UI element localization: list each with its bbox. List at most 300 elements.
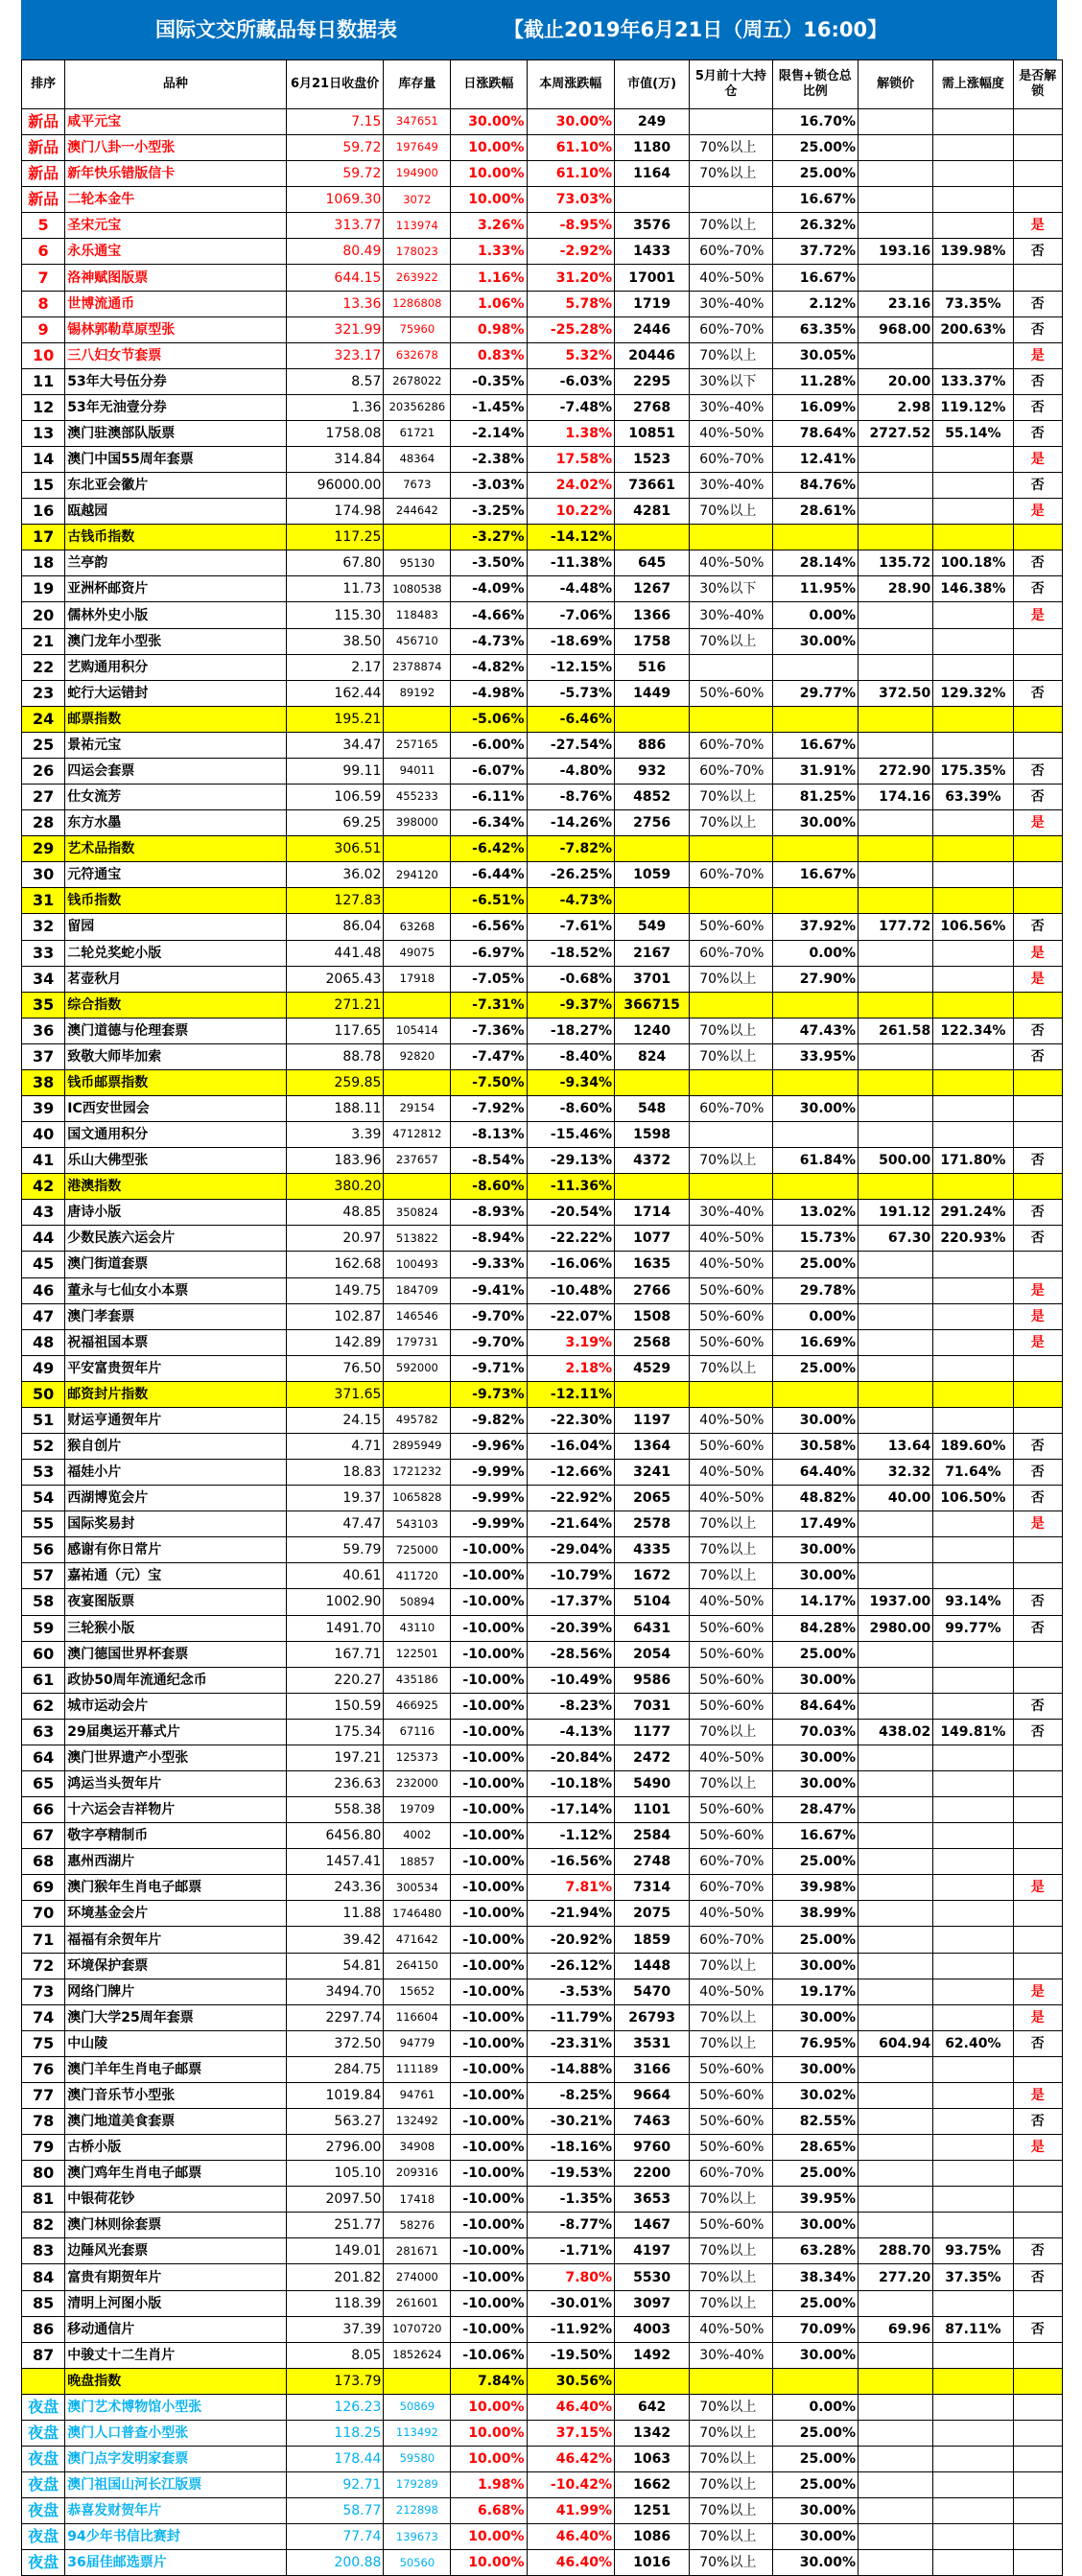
cell-weekly-change: -6.46% bbox=[527, 706, 615, 732]
cell-top10-holding bbox=[690, 888, 772, 914]
cell-rank: 21 bbox=[22, 628, 65, 654]
cell-needed-rise bbox=[933, 1043, 1013, 1069]
cell-close-price: 8.05 bbox=[286, 2342, 384, 2368]
cell-item: 二轮兑奖蛇小版 bbox=[65, 940, 286, 966]
cell-needed-rise bbox=[933, 187, 1013, 213]
cell-weekly-change: -9.37% bbox=[527, 992, 615, 1018]
cell-stock: 118483 bbox=[384, 602, 451, 628]
cell-rank: 45 bbox=[22, 1252, 65, 1277]
cell-weekly-change: -8.60% bbox=[527, 1095, 615, 1121]
cell-locked-ratio: 84.76% bbox=[772, 473, 858, 499]
cell-unlock-price bbox=[859, 1849, 933, 1875]
cell-daily-change: -9.99% bbox=[451, 1511, 527, 1537]
cell-market-cap: 1448 bbox=[615, 1953, 690, 1979]
cell-top10-holding: 60%-70% bbox=[690, 239, 772, 265]
table-row bbox=[22, 213, 1063, 239]
table-row bbox=[22, 2004, 1063, 2030]
cell-item: 亚洲杯邮资片 bbox=[65, 576, 286, 602]
cell-weekly-change: 24.02% bbox=[527, 473, 615, 499]
cell-unlock-price: 288.70 bbox=[859, 2238, 933, 2264]
cell-close-price: 3.39 bbox=[286, 1122, 384, 1148]
cell-market-cap: 1449 bbox=[615, 680, 690, 706]
cell-market-cap: 1433 bbox=[615, 239, 690, 265]
table-row bbox=[22, 2135, 1063, 2161]
cell-rank: 10 bbox=[22, 342, 65, 368]
cell-top10-holding: 70%以上 bbox=[690, 161, 772, 187]
cell-top10-holding: 70%以上 bbox=[690, 628, 772, 654]
cell-market-cap: 1467 bbox=[615, 2213, 690, 2238]
cell-stock: 43110 bbox=[384, 1615, 451, 1641]
cell-needed-rise bbox=[933, 1953, 1013, 1979]
cell-top10-holding: 40%-50% bbox=[690, 420, 772, 446]
cell-rank bbox=[22, 2368, 65, 2394]
table-row bbox=[22, 447, 1063, 473]
cell-unlock-price bbox=[859, 2213, 933, 2238]
cell-weekly-change: -20.84% bbox=[527, 1745, 615, 1770]
cell-locked-ratio: 39.98% bbox=[772, 1875, 858, 1901]
cell-daily-change: -10.00% bbox=[451, 2213, 527, 2238]
cell-market-cap: 2748 bbox=[615, 1849, 690, 1875]
cell-unlock-price bbox=[859, 1069, 933, 1095]
cell-item: 福福有余贺年片 bbox=[65, 1927, 286, 1953]
cell-market-cap: 2768 bbox=[615, 394, 690, 420]
cell-needed-rise: 200.63% bbox=[933, 316, 1013, 342]
cell-unlock-status bbox=[1013, 2342, 1063, 2368]
cell-unlock-price bbox=[859, 1901, 933, 1927]
cell-top10-holding: 40%-50% bbox=[690, 2316, 772, 2342]
sheet-date: 【截止2019年6月21日（周五）16:00】 bbox=[504, 18, 888, 41]
cell-stock: 50894 bbox=[384, 1589, 451, 1615]
cell-market-cap bbox=[615, 888, 690, 914]
cell-rank: 夜盘 bbox=[22, 2550, 65, 2576]
cell-top10-holding: 50%-60% bbox=[690, 1667, 772, 1693]
cell-unlock-price bbox=[859, 1537, 933, 1563]
cell-daily-change: -4.66% bbox=[451, 602, 527, 628]
cell-unlock-status: 是 bbox=[1013, 602, 1063, 628]
cell-stock: 29154 bbox=[384, 1095, 451, 1121]
cell-unlock-price bbox=[859, 862, 933, 888]
cell-item: 29届奥运开幕式片 bbox=[65, 1719, 286, 1745]
cell-locked-ratio: 0.00% bbox=[772, 1303, 858, 1329]
cell-locked-ratio: 30.00% bbox=[772, 628, 858, 654]
cell-market-cap: 2766 bbox=[615, 1277, 690, 1303]
cell-weekly-change: 73.03% bbox=[527, 187, 615, 213]
cell-daily-change: -10.00% bbox=[451, 1615, 527, 1641]
cell-item: 惠州西湖片 bbox=[65, 1849, 286, 1875]
table-row bbox=[22, 1693, 1063, 1719]
cell-weekly-change: -8.25% bbox=[527, 2082, 615, 2108]
cell-unlock-status bbox=[1013, 2161, 1063, 2187]
cell-daily-change: -9.99% bbox=[451, 1486, 527, 1511]
cell-locked-ratio: 30.00% bbox=[772, 1953, 858, 1979]
cell-top10-holding: 70%以上 bbox=[690, 135, 772, 161]
cell-rank: 35 bbox=[22, 992, 65, 1018]
cell-unlock-status: 是 bbox=[1013, 1303, 1063, 1329]
cell-locked-ratio: 0.00% bbox=[772, 602, 858, 628]
cell-close-price: 24.15 bbox=[286, 1407, 384, 1433]
cell-unlock-status bbox=[1013, 2368, 1063, 2394]
cell-daily-change: -4.09% bbox=[451, 576, 527, 602]
cell-close-price: 59.72 bbox=[286, 135, 384, 161]
cell-unlock-price bbox=[859, 2368, 933, 2394]
cell-daily-change: -10.00% bbox=[451, 2316, 527, 2342]
cell-rank: 81 bbox=[22, 2187, 65, 2213]
cell-unlock-status bbox=[1013, 135, 1063, 161]
cell-rank: 30 bbox=[22, 862, 65, 888]
cell-locked-ratio: 28.14% bbox=[772, 550, 858, 576]
cell-weekly-change: -4.80% bbox=[527, 758, 615, 784]
table-row bbox=[22, 732, 1063, 758]
cell-daily-change: -10.00% bbox=[451, 2161, 527, 2187]
cell-stock: 125373 bbox=[384, 1745, 451, 1770]
cell-rank: 80 bbox=[22, 2161, 65, 2187]
cell-unlock-status: 否 bbox=[1013, 1460, 1063, 1486]
cell-rank: 29 bbox=[22, 836, 65, 862]
cell-daily-change: 10.00% bbox=[451, 2550, 527, 2576]
cell-unlock-status bbox=[1013, 2472, 1063, 2498]
cell-daily-change: -10.00% bbox=[451, 1563, 527, 1589]
cell-item: 政协50周年流通纪念币 bbox=[65, 1667, 286, 1693]
cell-unlock-status bbox=[1013, 2056, 1063, 2082]
cell-item: 移动通信片 bbox=[65, 2316, 286, 2342]
cell-rank: 78 bbox=[22, 2109, 65, 2135]
cell-item: 乐山大佛型张 bbox=[65, 1148, 286, 1174]
cell-weekly-change: -14.88% bbox=[527, 2056, 615, 2082]
cell-market-cap: 1366 bbox=[615, 602, 690, 628]
cell-item: 中骏丈十二生肖片 bbox=[65, 2342, 286, 2368]
cell-unlock-status bbox=[1013, 1901, 1063, 1927]
cell-unlock-status: 否 bbox=[1013, 1486, 1063, 1511]
cell-daily-change: -9.71% bbox=[451, 1355, 527, 1381]
cell-needed-rise bbox=[933, 888, 1013, 914]
cell-stock: 50869 bbox=[384, 2394, 451, 2420]
cell-daily-change: -6.00% bbox=[451, 732, 527, 758]
cell-close-price: 314.84 bbox=[286, 447, 384, 473]
cell-locked-ratio: 31.91% bbox=[772, 758, 858, 784]
header-needed-rise: 需上涨幅度 bbox=[933, 60, 1013, 109]
cell-unlock-status: 是 bbox=[1013, 1329, 1063, 1355]
cell-market-cap: 1101 bbox=[615, 1797, 690, 1823]
cell-weekly-change: 61.10% bbox=[527, 135, 615, 161]
cell-weekly-change: -4.73% bbox=[527, 888, 615, 914]
cell-needed-rise bbox=[933, 1563, 1013, 1589]
cell-close-price: 19.37 bbox=[286, 1486, 384, 1511]
cell-needed-rise: 106.56% bbox=[933, 914, 1013, 940]
cell-unlock-status bbox=[1013, 732, 1063, 758]
cell-rank: 37 bbox=[22, 1043, 65, 1069]
cell-unlock-price bbox=[859, 2394, 933, 2420]
cell-unlock-price bbox=[859, 1667, 933, 1693]
header-unlock-price: 解锁价 bbox=[859, 60, 933, 109]
cell-close-price: 220.27 bbox=[286, 1667, 384, 1693]
cell-locked-ratio bbox=[772, 1174, 858, 1200]
cell-market-cap: 1719 bbox=[615, 291, 690, 316]
cell-rank: 11 bbox=[22, 368, 65, 394]
cell-unlock-status bbox=[1013, 2550, 1063, 2576]
cell-close-price: 178.44 bbox=[286, 2447, 384, 2472]
table-row bbox=[22, 966, 1063, 992]
header-daily: 日涨跌幅 bbox=[451, 60, 527, 109]
table-row bbox=[22, 2082, 1063, 2108]
cell-market-cap: 4335 bbox=[615, 1537, 690, 1563]
cell-needed-rise bbox=[933, 2187, 1013, 2213]
cell-daily-change: 10.00% bbox=[451, 135, 527, 161]
cell-unlock-status: 否 bbox=[1013, 1226, 1063, 1252]
cell-daily-change: -9.41% bbox=[451, 1277, 527, 1303]
cell-unlock-status bbox=[1013, 654, 1063, 680]
table-row bbox=[22, 420, 1063, 446]
cell-needed-rise bbox=[933, 2472, 1013, 2498]
cell-stock bbox=[384, 1381, 451, 1407]
cell-item: 澳门人口普查小型张 bbox=[65, 2420, 286, 2446]
cell-weekly-change: -18.27% bbox=[527, 1018, 615, 1043]
table-row bbox=[22, 654, 1063, 680]
cell-locked-ratio: 13.02% bbox=[772, 1200, 858, 1226]
cell-stock: 274000 bbox=[384, 2264, 451, 2290]
cell-daily-change: -9.82% bbox=[451, 1407, 527, 1433]
table-row bbox=[22, 862, 1063, 888]
cell-weekly-change: -8.40% bbox=[527, 1043, 615, 1069]
cell-rank: 新品 bbox=[22, 187, 65, 213]
cell-unlock-price bbox=[859, 2161, 933, 2187]
cell-stock bbox=[384, 706, 451, 732]
cell-weekly-change: 5.78% bbox=[527, 291, 615, 316]
table-row bbox=[22, 1148, 1063, 1174]
cell-daily-change: -2.14% bbox=[451, 420, 527, 446]
cell-locked-ratio: 0.00% bbox=[772, 940, 858, 966]
cell-unlock-status bbox=[1013, 1823, 1063, 1849]
cell-close-price: 236.63 bbox=[286, 1771, 384, 1797]
table-row bbox=[22, 109, 1063, 135]
cell-rank: 69 bbox=[22, 1875, 65, 1901]
cell-daily-change: -7.47% bbox=[451, 1043, 527, 1069]
cell-weekly-change: -21.94% bbox=[527, 1901, 615, 1927]
cell-close-price: 644.15 bbox=[286, 265, 384, 291]
cell-locked-ratio: 16.69% bbox=[772, 1329, 858, 1355]
cell-daily-change: -10.00% bbox=[451, 1719, 527, 1745]
cell-item: 艺术品指数 bbox=[65, 836, 286, 862]
cell-stock: 513822 bbox=[384, 1226, 451, 1252]
cell-needed-rise bbox=[933, 1407, 1013, 1433]
cell-top10-holding bbox=[690, 2368, 772, 2394]
cell-market-cap: 3166 bbox=[615, 2056, 690, 2082]
cell-weekly-change: -22.30% bbox=[527, 1407, 615, 1433]
cell-needed-rise bbox=[933, 135, 1013, 161]
cell-close-price: 11.88 bbox=[286, 1901, 384, 1927]
cell-rank: 16 bbox=[22, 499, 65, 525]
cell-rank: 85 bbox=[22, 2290, 65, 2316]
cell-daily-change: -9.99% bbox=[451, 1460, 527, 1486]
cell-market-cap: 4372 bbox=[615, 1148, 690, 1174]
cell-unlock-price: 69.96 bbox=[859, 2316, 933, 2342]
cell-close-price: 2097.50 bbox=[286, 2187, 384, 2213]
cell-market-cap: 1714 bbox=[615, 1200, 690, 1226]
cell-item: 财运亨通贺年片 bbox=[65, 1407, 286, 1433]
cell-unlock-price: 261.58 bbox=[859, 1018, 933, 1043]
cell-stock: 34908 bbox=[384, 2135, 451, 2161]
table-row bbox=[22, 2472, 1063, 2498]
cell-stock: 59580 bbox=[384, 2447, 451, 2472]
cell-close-price: 284.75 bbox=[286, 2056, 384, 2082]
cell-top10-holding: 50%-60% bbox=[690, 914, 772, 940]
cell-stock bbox=[384, 836, 451, 862]
cell-item: 景祐元宝 bbox=[65, 732, 286, 758]
cell-needed-rise: 133.37% bbox=[933, 368, 1013, 394]
cell-locked-ratio: 30.00% bbox=[772, 2498, 858, 2524]
cell-rank: 65 bbox=[22, 1771, 65, 1797]
cell-unlock-price bbox=[859, 1641, 933, 1667]
cell-unlock-price bbox=[859, 992, 933, 1018]
cell-item: 邮票指数 bbox=[65, 706, 286, 732]
cell-needed-rise: 129.32% bbox=[933, 680, 1013, 706]
cell-weekly-change: -25.28% bbox=[527, 316, 615, 342]
cell-market-cap: 3653 bbox=[615, 2187, 690, 2213]
cell-close-price: 372.50 bbox=[286, 2030, 384, 2056]
cell-close-price: 77.74 bbox=[286, 2524, 384, 2550]
cell-unlock-price bbox=[859, 2135, 933, 2161]
cell-top10-holding: 70%以上 bbox=[690, 1563, 772, 1589]
cell-locked-ratio: 0.00% bbox=[772, 2394, 858, 2420]
cell-stock bbox=[384, 1069, 451, 1095]
cell-close-price: 441.48 bbox=[286, 940, 384, 966]
table-row bbox=[22, 2109, 1063, 2135]
cell-close-price: 2796.00 bbox=[286, 2135, 384, 2161]
cell-close-price: 162.68 bbox=[286, 1252, 384, 1277]
cell-market-cap: 2568 bbox=[615, 1329, 690, 1355]
cell-needed-rise bbox=[933, 602, 1013, 628]
cell-unlock-price bbox=[859, 1693, 933, 1719]
cell-stock: 294120 bbox=[384, 862, 451, 888]
cell-rank: 夜盘 bbox=[22, 2472, 65, 2498]
cell-stock: 15652 bbox=[384, 1979, 451, 2004]
cell-unlock-price bbox=[859, 2056, 933, 2082]
cell-weekly-change: -9.34% bbox=[527, 1069, 615, 1095]
cell-locked-ratio: 61.84% bbox=[772, 1148, 858, 1174]
cell-unlock-price: 968.00 bbox=[859, 316, 933, 342]
cell-unlock-price: 20.00 bbox=[859, 368, 933, 394]
cell-unlock-status: 否 bbox=[1013, 914, 1063, 940]
cell-close-price: 58.77 bbox=[286, 2498, 384, 2524]
cell-unlock-price bbox=[859, 135, 933, 161]
cell-stock: 261601 bbox=[384, 2290, 451, 2316]
cell-top10-holding: 70%以上 bbox=[690, 810, 772, 836]
cell-weekly-change: -22.07% bbox=[527, 1303, 615, 1329]
cell-daily-change: -2.38% bbox=[451, 447, 527, 473]
cell-market-cap: 1672 bbox=[615, 1563, 690, 1589]
table-row bbox=[22, 2161, 1063, 2187]
cell-needed-rise bbox=[933, 2135, 1013, 2161]
cell-locked-ratio: 63.28% bbox=[772, 2238, 858, 2264]
cell-stock: 495782 bbox=[384, 1407, 451, 1433]
cell-top10-holding: 70%以上 bbox=[690, 1018, 772, 1043]
table-row bbox=[22, 1511, 1063, 1537]
cell-close-price: 149.75 bbox=[286, 1277, 384, 1303]
cell-unlock-price bbox=[859, 940, 933, 966]
cell-needed-rise bbox=[933, 1927, 1013, 1953]
cell-top10-holding: 40%-50% bbox=[690, 265, 772, 291]
cell-item: 兰亭韵 bbox=[65, 550, 286, 576]
cell-daily-change: -7.31% bbox=[451, 992, 527, 1018]
table-row bbox=[22, 2498, 1063, 2524]
cell-stock: 456710 bbox=[384, 628, 451, 654]
cell-locked-ratio: 30.02% bbox=[772, 2082, 858, 2108]
cell-top10-holding: 30%-40% bbox=[690, 1200, 772, 1226]
cell-item: 艺购通用积分 bbox=[65, 654, 286, 680]
cell-unlock-status: 是 bbox=[1013, 1979, 1063, 2004]
cell-top10-holding: 70%以上 bbox=[690, 2394, 772, 2420]
cell-unlock-status bbox=[1013, 1407, 1063, 1433]
cell-close-price: 558.38 bbox=[286, 1797, 384, 1823]
cell-rank: 87 bbox=[22, 2342, 65, 2368]
cell-close-price: 313.77 bbox=[286, 213, 384, 239]
cell-unlock-price: 13.64 bbox=[859, 1433, 933, 1459]
cell-stock: 263922 bbox=[384, 265, 451, 291]
cell-item: 嘉祐通（元）宝 bbox=[65, 1563, 286, 1589]
cell-unlock-price bbox=[859, 161, 933, 187]
cell-top10-holding: 70%以上 bbox=[690, 1148, 772, 1174]
cell-top10-holding: 40%-50% bbox=[690, 1226, 772, 1252]
cell-unlock-status bbox=[1013, 992, 1063, 1018]
cell-needed-rise bbox=[933, 1252, 1013, 1277]
cell-top10-holding: 50%-60% bbox=[690, 2082, 772, 2108]
cell-market-cap: 1016 bbox=[615, 2550, 690, 2576]
cell-needed-rise bbox=[933, 2524, 1013, 2550]
cell-stock: 466925 bbox=[384, 1693, 451, 1719]
cell-top10-holding: 70%以上 bbox=[690, 2420, 772, 2446]
cell-top10-holding: 50%-60% bbox=[690, 1329, 772, 1355]
cell-unlock-status bbox=[1013, 2498, 1063, 2524]
cell-close-price: 106.59 bbox=[286, 785, 384, 810]
cell-locked-ratio: 70.09% bbox=[772, 2316, 858, 2342]
cell-unlock-status: 是 bbox=[1013, 1511, 1063, 1537]
cell-unlock-status bbox=[1013, 1667, 1063, 1693]
cell-unlock-price: 177.72 bbox=[859, 914, 933, 940]
cell-locked-ratio: 25.00% bbox=[772, 1849, 858, 1875]
cell-stock: 1065828 bbox=[384, 1486, 451, 1511]
cell-unlock-price: 372.50 bbox=[859, 680, 933, 706]
cell-rank: 夜盘 bbox=[22, 2447, 65, 2472]
cell-top10-holding: 30%-40% bbox=[690, 602, 772, 628]
cell-top10-holding bbox=[690, 187, 772, 213]
cell-weekly-change: -2.92% bbox=[527, 239, 615, 265]
cell-close-price: 2297.74 bbox=[286, 2004, 384, 2030]
cell-rank: 75 bbox=[22, 2030, 65, 2056]
cell-stock: 350824 bbox=[384, 1200, 451, 1226]
cell-top10-holding bbox=[690, 836, 772, 862]
cell-stock: 435186 bbox=[384, 1667, 451, 1693]
cell-close-price: 183.96 bbox=[286, 1148, 384, 1174]
cell-unlock-status: 是 bbox=[1013, 2135, 1063, 2161]
cell-weekly-change: -19.50% bbox=[527, 2342, 615, 2368]
cell-weekly-change: -23.31% bbox=[527, 2030, 615, 2056]
cell-weekly-change: 31.20% bbox=[527, 265, 615, 291]
cell-locked-ratio: 81.25% bbox=[772, 785, 858, 810]
cell-locked-ratio: 25.00% bbox=[772, 1355, 858, 1381]
cell-weekly-change: -5.73% bbox=[527, 680, 615, 706]
cell-item: 永乐通宝 bbox=[65, 239, 286, 265]
cell-market-cap: 3531 bbox=[615, 2030, 690, 2056]
cell-item: 清明上河图小版 bbox=[65, 2290, 286, 2316]
cell-locked-ratio: 16.67% bbox=[772, 732, 858, 758]
cell-market-cap: 3097 bbox=[615, 2290, 690, 2316]
cell-stock: 2895949 bbox=[384, 1433, 451, 1459]
cell-unlock-price bbox=[859, 2342, 933, 2368]
cell-item: 四运会套票 bbox=[65, 758, 286, 784]
cell-needed-rise bbox=[933, 1797, 1013, 1823]
cell-rank: 42 bbox=[22, 1174, 65, 1200]
cell-unlock-price bbox=[859, 2187, 933, 2213]
cell-unlock-price bbox=[859, 1875, 933, 1901]
